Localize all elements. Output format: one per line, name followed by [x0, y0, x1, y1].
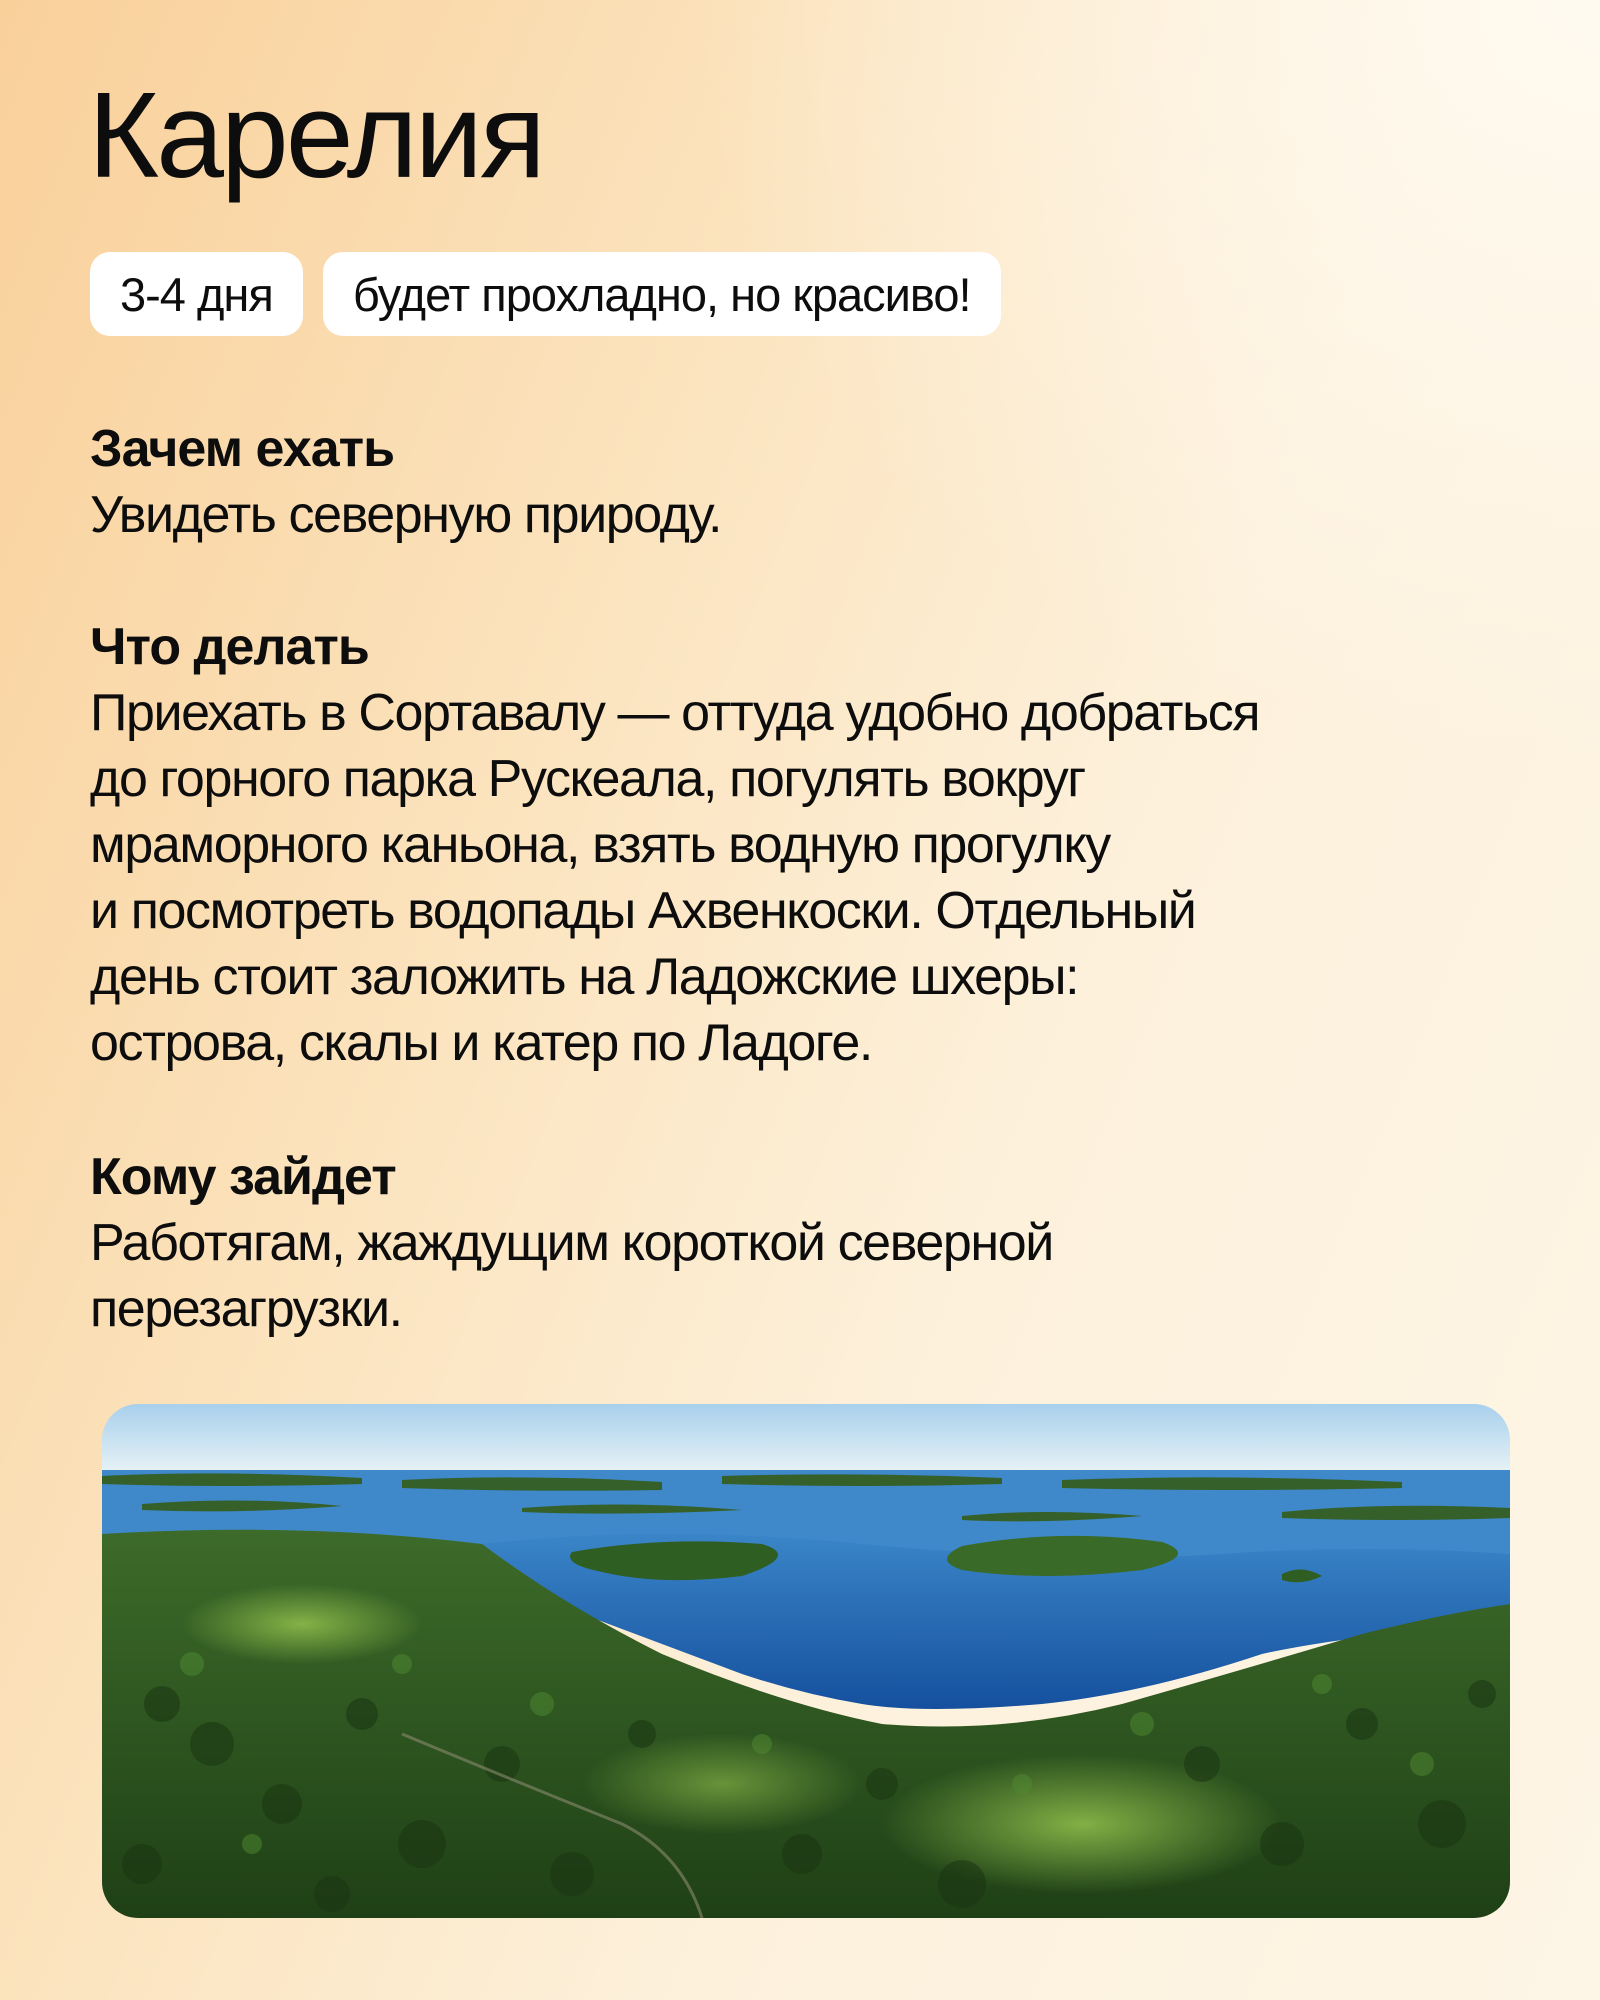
tag-list	[90, 252, 1001, 336]
text-line: и посмотреть водопады Ахвенкоски. Отдельный	[90, 882, 1196, 940]
meadow-patch	[182, 1584, 422, 1664]
section-heading: Что делать	[90, 618, 369, 676]
text-line: Работягам, жаждущим короткой северной	[90, 1214, 1053, 1272]
text-line: мраморного каньона, взять водную прогулку	[90, 816, 1110, 874]
section-who-for	[90, 1144, 1530, 1342]
section-text	[90, 680, 1530, 1076]
text-line: Увидеть северную природу.	[90, 486, 722, 544]
section-why-go	[90, 416, 1530, 548]
section-text	[90, 482, 1530, 548]
section-heading: Зачем ехать	[90, 420, 395, 478]
text-line: день стоит заложить на Ладожские шхеры:	[90, 948, 1079, 1006]
weather-tag: будет прохладно, но красиво!	[323, 252, 1001, 336]
section-heading: Кому зайдет	[90, 1148, 396, 1206]
meadow-patch	[582, 1734, 862, 1834]
karelia-lakes-aerial-photo	[102, 1404, 1510, 1918]
section-text	[90, 1210, 1530, 1342]
sky	[102, 1404, 1510, 1474]
section-what-to-do	[90, 614, 1530, 1076]
text-line: Приехать в Сортавалу — оттуда удобно добраться	[90, 684, 1260, 742]
text-line: острова, скалы и катер по Ладоге.	[90, 1014, 872, 1072]
page-title: Карелия	[88, 67, 543, 203]
duration-tag: 3-4 дня	[90, 252, 303, 336]
landscape-illustration	[102, 1404, 1510, 1918]
text-line: перезагрузки.	[90, 1280, 402, 1338]
text-line: до горного парка Рускеала, погулять вокруг	[90, 750, 1085, 808]
